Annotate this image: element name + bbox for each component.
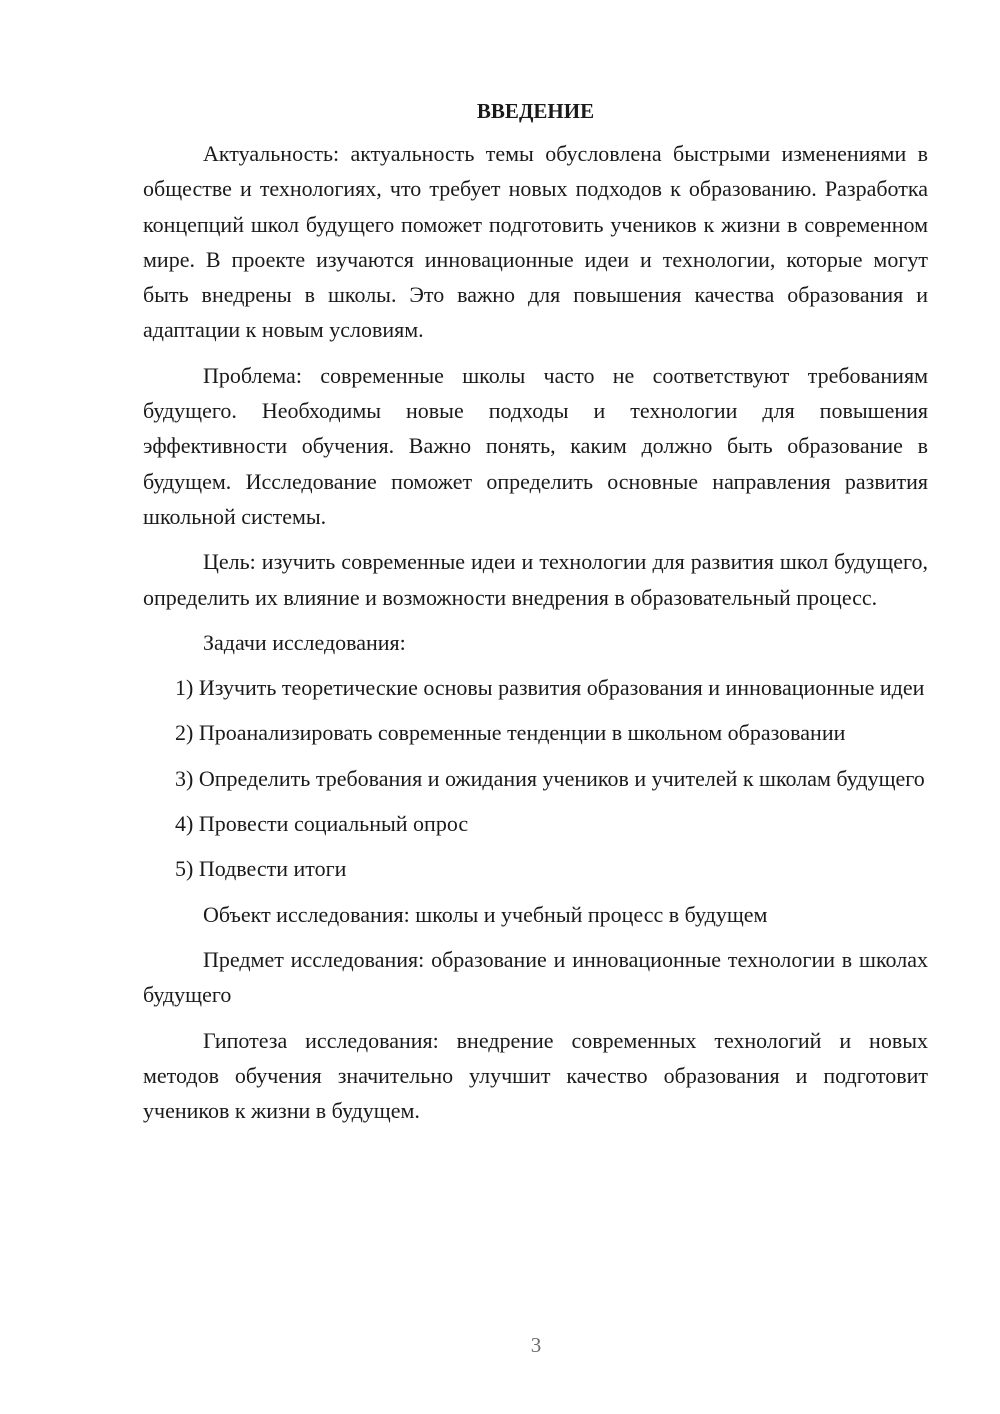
page-content [143, 96, 928, 1138]
page-title: ВВЕДЕНИЕ [476, 99, 595, 123]
task-item-3: 3) Определить требования и ожидания учеников и учителей к школам будущего [175, 765, 925, 791]
object-paragraph: Объект исследования: школы и учебный процесс в будущем [203, 901, 768, 927]
hypothesis-paragraph: Гипотеза исследования: внедрение современных технологий и новых методов обучения значительно улучшит качество образования и подготовит учеников к жизни в будущем. [143, 1027, 928, 1124]
task-item-4: 4) Провести социальный опрос [175, 811, 469, 837]
page-number: 3 [530, 1333, 542, 1357]
task-item-1: 1) Изучить теоретические основы развития образования и инновационные идеи [175, 675, 925, 701]
tasks-heading: Задачи исследования: [203, 629, 406, 655]
relevance-paragraph: Актуальность: актуальность темы обусловлена быстрыми изменениями в обществе и технологиях, что требует новых подходов к образованию. Разработка концепций школ будущего поможет подготовить учеников к жизни в современном мире. В проекте изучаются инновационные идеи и технологии, которые могут быть внедрены в школы. Это важно для повышения качества образования и адаптации к новым условиям. [143, 141, 928, 343]
task-item-5: 5) Подвести итоги [175, 856, 347, 882]
task-item-2: 2) Проанализировать современные тенденции в школьном образовании [175, 720, 846, 746]
goal-paragraph: Цель: изучить современные идеи и технологии для развития школ будущего, определить их влияние и возможности внедрения в образовательный процесс. [143, 549, 928, 610]
problem-paragraph: Проблема: современные школы часто не соответствуют требованиям будущего. Необходимы новые подходы и технологии для повышения эффективности обучения. Важно понять, каким должно быть образование в будущем. Исследование поможет определить основные направления развития школьной системы. [143, 362, 928, 529]
subject-paragraph: Предмет исследования: образование и инновационные технологии в школах будущего [143, 946, 928, 1008]
